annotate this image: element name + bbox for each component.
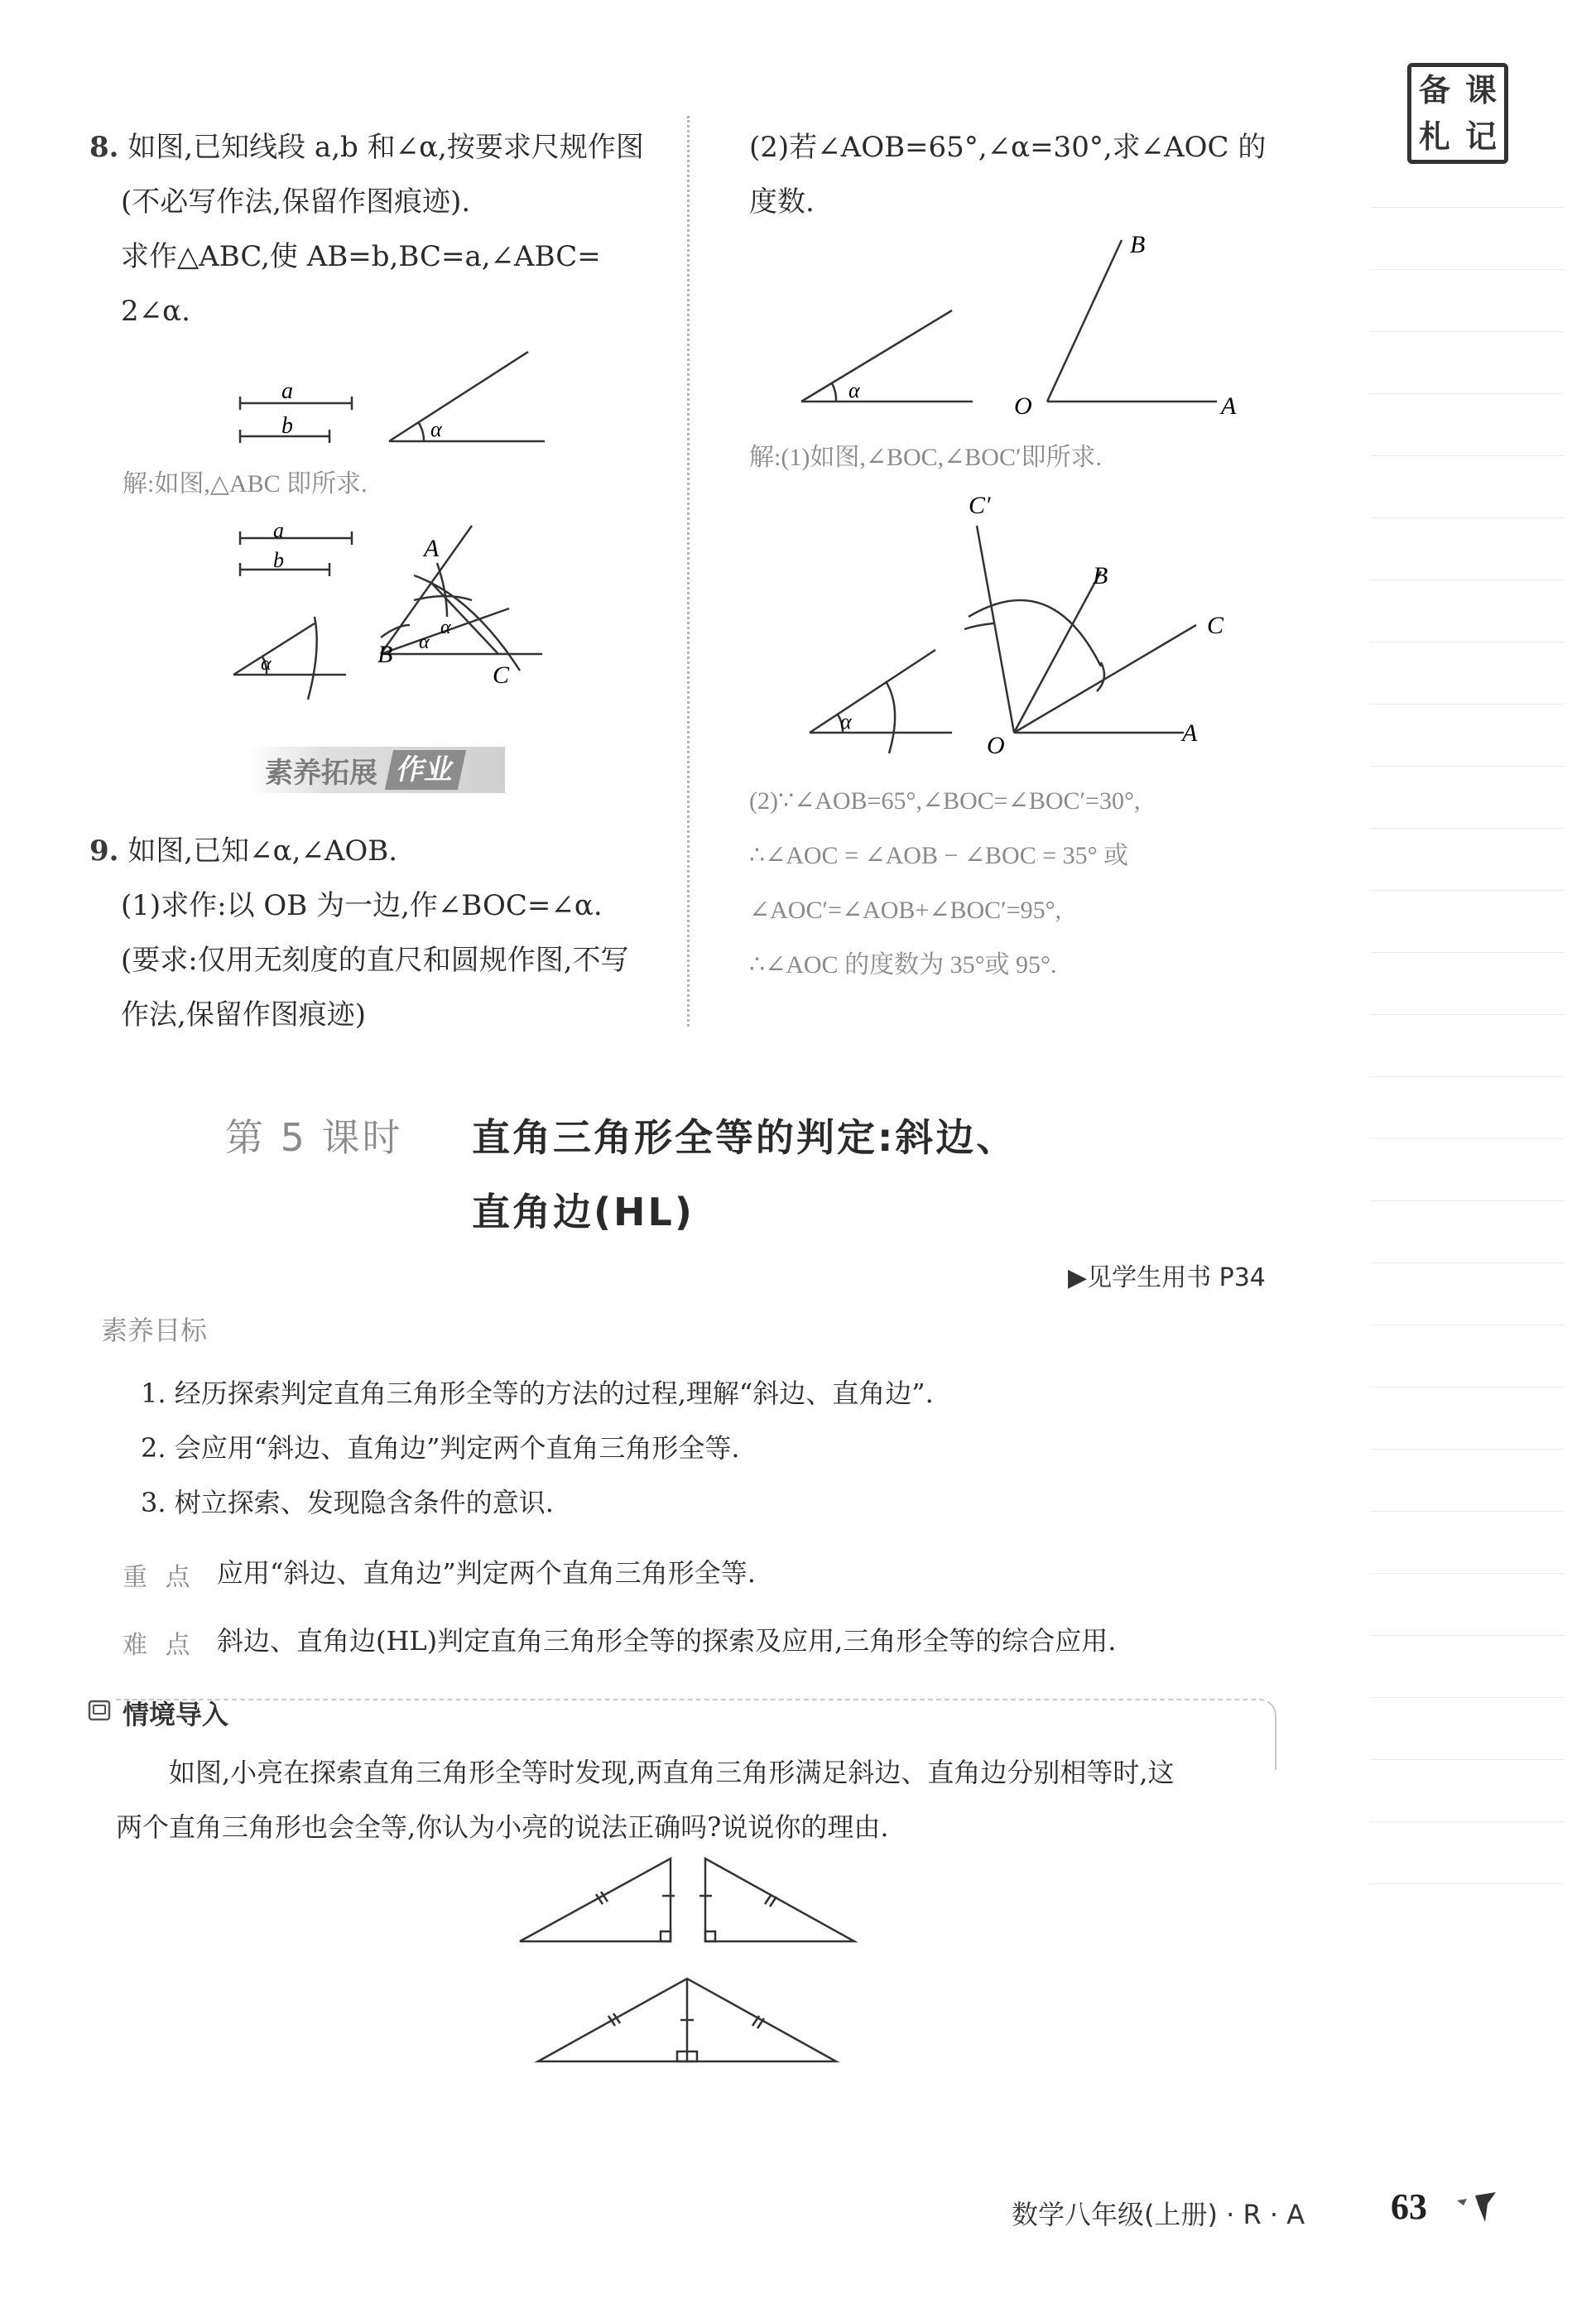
solution-line: (2)∵∠AOB=65°,∠BOC=∠BOC′=30°, [749, 787, 1141, 815]
student-book-ref: ▶见学生用书 P34 [1068, 1263, 1266, 1292]
label-O: O [987, 732, 1005, 759]
scene-line: 两个直角三角形也会全等,你认为小亮的说法正确吗?说说你的理由. [116, 1811, 889, 1843]
stamp-char: 课 [1464, 71, 1497, 108]
solution-line: ∠AOC′=∠AOB+∠BOC′=95°, [749, 897, 1062, 924]
label-B: B [1093, 562, 1108, 589]
label-B: B [377, 641, 393, 668]
question-8 [89, 120, 685, 339]
key-point-text: 应用“斜边、直角边”判定两个直角三角形全等. [217, 1557, 756, 1589]
stamp-char: 札 [1418, 118, 1450, 155]
label-C: C [493, 661, 510, 689]
difficulty-text: 斜边、直角边(HL)判定直角三角形全等的探索及应用,三角形全等的综合应用. [217, 1625, 1117, 1657]
label-alpha: α [848, 378, 860, 402]
key-point-label: 重 点 [123, 1563, 195, 1592]
q8-line: (不必写作法,保留作图痕迹). [121, 185, 471, 219]
goals-heading: 素养目标 [101, 1315, 208, 1346]
goal-item: 3. 树立探索、发现隐含条件的意识. [141, 1487, 554, 1518]
q8-given-figure [232, 344, 563, 451]
q9-right-line: (2)若∠AOB=65°,∠α=30°,求∠AOC 的 [749, 131, 1267, 164]
lesson-title-line-1: 直角三角形全等的判定:斜边、 [472, 1115, 1017, 1160]
q9-answer-1: 解:(1)如图,∠BOC,∠BOC′即所求. [749, 444, 1103, 471]
label-O: O [1014, 392, 1032, 420]
label-a: a [273, 518, 284, 542]
label-alpha: α [419, 632, 430, 653]
label-alpha: α [430, 417, 442, 441]
label-A: A [1182, 719, 1198, 747]
banner-tag: 作业 [385, 750, 466, 790]
q8-line: 如图,已知线段 a,b 和∠α,按要求尺规作图 [127, 131, 644, 164]
book-icon [88, 1699, 113, 1724]
q9-line: 如图,已知∠α,∠AOB. [127, 834, 398, 868]
label-B: B [1130, 231, 1146, 258]
label-b: b [281, 413, 293, 439]
q9-answer-figure [803, 484, 1250, 766]
scene-heading: 情境导入 [123, 1699, 229, 1730]
q8-answer-figure [224, 517, 571, 724]
scene-line: 如图,小亮在探索直角三角形全等时发现,两直角三角形满足斜边、直角边分别相等时,这 [169, 1757, 1175, 1788]
lesson-notes-stamp [1407, 63, 1508, 164]
label-b: b [273, 548, 284, 572]
question-number: 9. [89, 834, 119, 868]
question-number: 8. [89, 131, 119, 164]
label-A: A [424, 535, 440, 562]
stamp-char: 记 [1464, 118, 1497, 155]
q8-answer: 解:如图,△ABC 即所求. [123, 470, 368, 498]
q9-line: (1)求作:以 OB 为一边,作∠BOC=∠α. [121, 889, 603, 922]
label-alpha: α [440, 617, 451, 638]
q9-solution [749, 774, 1345, 993]
corner-decoration-icon [1450, 2187, 1500, 2229]
right-triangles-figure [513, 1854, 861, 2070]
section-banner [248, 747, 505, 793]
banner-title: 素养拓展 [265, 756, 377, 790]
column-divider [687, 116, 690, 1027]
page-number: 63 [1391, 2186, 1427, 2227]
solution-line: ∴∠AOC = ∠AOB − ∠BOC = 35° 或 [749, 842, 1129, 869]
goals-list [141, 1366, 1300, 1530]
goal-item: 1. 经历探索判定直角三角形全等的方法的过程,理解“斜边、直角边”. [141, 1378, 934, 1409]
q9-line: (要求:仅用无刻度的直尺和圆规作图,不写 [121, 944, 629, 977]
label-C-prime: C′ [969, 492, 991, 519]
q8-line: 2∠α. [121, 295, 190, 328]
label-a: a [281, 378, 293, 404]
question-9 [89, 824, 685, 1042]
footer-book-title: 数学八年级(上册) · R · A [1012, 2199, 1305, 2230]
notes-margin [1370, 207, 1565, 2070]
difficulty-label: 难 点 [123, 1631, 195, 1660]
lesson-title-line-2: 直角边(HL) [472, 1190, 695, 1234]
stamp-char: 备 [1418, 71, 1450, 108]
label-A: A [1221, 392, 1237, 420]
lesson-label: 第 5 课时 [225, 1115, 403, 1160]
q9-given-figure [795, 224, 1258, 422]
scene-text [116, 1745, 1308, 1854]
q9-line: 作法,保留作图痕迹) [121, 998, 367, 1032]
q8-line: 求作△ABC,使 AB=b,BC=a,∠ABC= [121, 240, 601, 273]
label-alpha: α [261, 653, 272, 675]
label-C: C [1207, 612, 1224, 639]
question-9-part-2 [749, 120, 1345, 229]
solution-line: ∴∠AOC 的度数为 35°或 95°. [749, 951, 1057, 979]
label-alpha: α [840, 709, 852, 733]
q9-right-line: 度数. [749, 185, 815, 219]
goal-item: 2. 会应用“斜边、直角边”判定两个直角三角形全等. [141, 1432, 740, 1464]
